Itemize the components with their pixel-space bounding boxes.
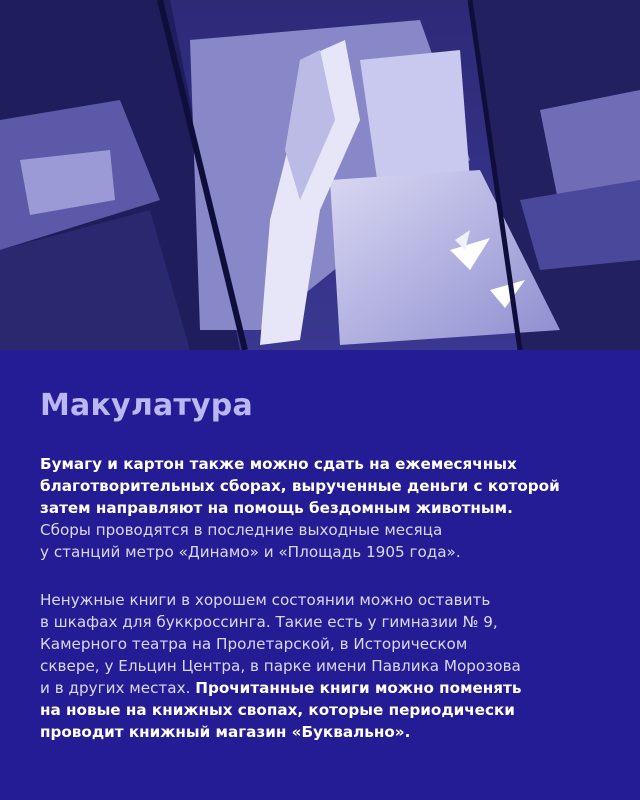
bold-line: затем направляют на помощь бездомным животным.	[40, 499, 513, 517]
bold-line: Бумагу и картон также можно сдать на ежемесячных	[40, 455, 517, 473]
bold-line: на новые на книжных свопах, которые периодически	[40, 701, 515, 719]
paragraph-collections	[40, 453, 600, 563]
bold-line: проводит книжный магазин «Буквально».	[40, 723, 411, 741]
text-fragment: и в других местах.	[40, 679, 196, 697]
content-section	[40, 388, 600, 769]
text-line: у станций метро «Динамо» и «Площадь 1905 года».	[40, 543, 461, 561]
bold-line: благотворительных сборах, вырученные деньги с которой	[40, 477, 560, 495]
paper-boxes-illustration	[0, 0, 640, 350]
text-line: Камерного театра на Пролетарской, в Историческом	[40, 635, 468, 653]
paragraph-bookcrossing	[40, 589, 600, 743]
text-line: Ненужные книги в хорошем состоянии можно оставить	[40, 591, 491, 609]
text-line: Сборы проводятся в последние выходные месяца	[40, 521, 443, 539]
mixed-line	[40, 677, 600, 699]
header-photo	[0, 0, 640, 350]
text-line: в шкафах для буккроссинга. Такие есть у гимназии № 9,	[40, 613, 498, 631]
text-line: сквере, у Ельцин Центра, в парке имени Павлика Морозова	[40, 657, 521, 675]
bold-fragment: Прочитанные книги можно поменять	[195, 679, 522, 697]
page-title: Макулатура	[40, 388, 253, 423]
